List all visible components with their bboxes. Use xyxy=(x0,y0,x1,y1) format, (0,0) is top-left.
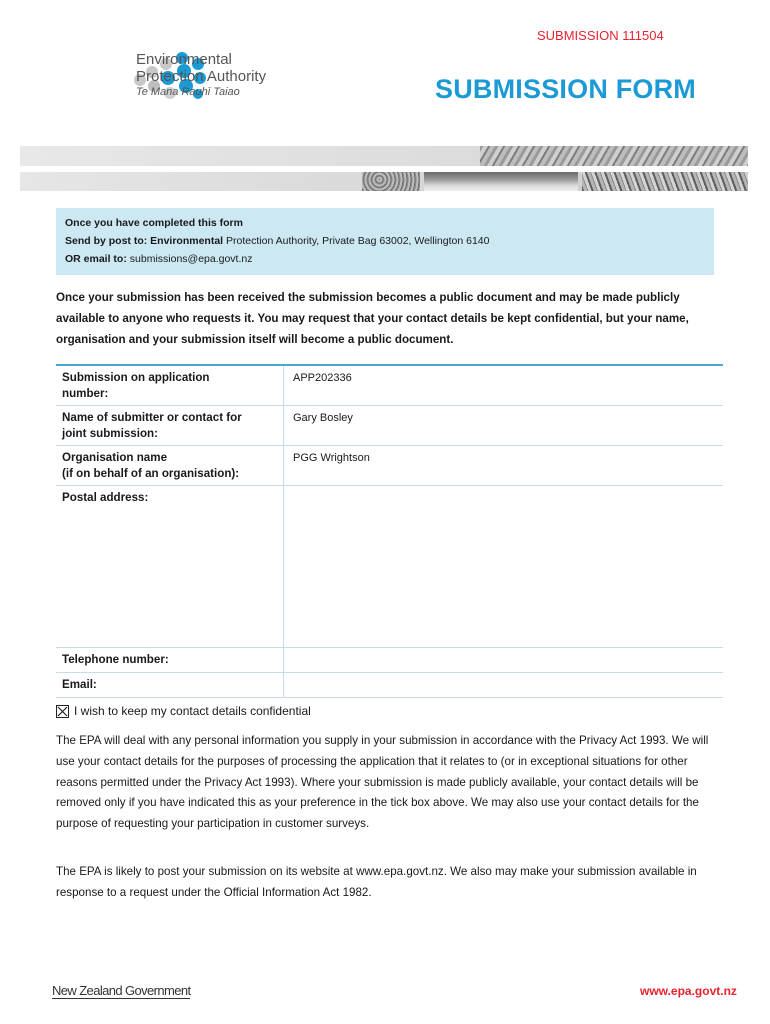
banner-photo-texture xyxy=(480,146,748,166)
submitter-name-field[interactable]: Gary Bosley xyxy=(284,406,724,446)
public-document-notice: Once your submission has been received the submission becomes a public document and may be made publicly available to anyone who requests it. You may request that your contact details be kept confidential, but your name, organisation and your submission itself will become a public document. xyxy=(56,291,689,346)
submission-instructions-box xyxy=(56,208,714,275)
table-row xyxy=(56,648,723,673)
application-number-label: Submission on application number: xyxy=(56,365,284,406)
checkbox-cross-icon xyxy=(57,706,68,717)
nz-government-logo: New Zealand Government xyxy=(52,983,191,998)
application-number-field[interactable]: APP202336 xyxy=(284,365,724,406)
email-instructions: OR email to: submissions@epa.govt.nz xyxy=(65,253,253,265)
logo-wordmark xyxy=(136,52,266,98)
logo-line-1: Environmental xyxy=(136,51,232,68)
post-instructions: Send by post to: Environmental Protection Authority, Private Bag 63002, Wellington 6140 xyxy=(65,235,490,247)
postal-address-field[interactable] xyxy=(284,486,724,648)
postal-address-label: Postal address: xyxy=(56,486,284,648)
telephone-label: Telephone number: xyxy=(56,648,284,673)
confidential-label: I wish to keep my contact details confidential xyxy=(74,704,311,718)
privacy-paragraph: The EPA will deal with any personal information you supply in your submission in accordance with the Privacy Act 1993. We will use your contact details for the purposes of processing the application that it relates to (or in exceptional situations for other reasons permitted under the Privacy Act 1993). Where your submission is made publicly available, your contact details will be removed only if you have indicated this as your preference in the tick box above. We may also use your contact details for the purpose of requesting your participation in customer surveys. xyxy=(56,734,709,831)
submitter-details-table xyxy=(56,364,723,698)
confidential-checkbox[interactable] xyxy=(56,705,69,718)
email-field[interactable] xyxy=(284,673,724,698)
submitter-name-label: Name of submitter or contact for joint submission: xyxy=(56,406,284,446)
form-title: SUBMISSION FORM xyxy=(435,74,697,104)
table-row xyxy=(56,486,723,648)
banner-photo-rock xyxy=(362,172,420,191)
organisation-field[interactable]: PGG Wrightson xyxy=(284,446,724,486)
table-row xyxy=(56,446,723,486)
table-row xyxy=(56,673,723,698)
nz-government-underline xyxy=(52,998,190,999)
website-paragraph: The EPA is likely to post your submission on its website at www.epa.govt.nz. We also may make your submission available in response to a request under the Official Information Act 1982. xyxy=(56,865,697,899)
logo-line-2: Protection Authority xyxy=(136,68,267,85)
confidential-option xyxy=(56,704,311,718)
table-row xyxy=(56,406,723,446)
organisation-label: Organisation name (if on behalf of an organisation): xyxy=(56,446,284,486)
submission-email-link[interactable]: submissions@epa.govt.nz xyxy=(129,253,253,265)
banner-photo-fern xyxy=(582,172,748,191)
banner-photo-sky xyxy=(424,172,578,191)
email-label: Email: xyxy=(56,673,284,698)
table-row xyxy=(56,365,723,406)
telephone-field[interactable] xyxy=(284,648,724,673)
epa-website-link[interactable]: www.epa.govt.nz xyxy=(640,984,737,998)
instructions-heading: Once you have completed this form xyxy=(65,217,243,229)
logo-line-3: Te Mana Rauhī Taiao xyxy=(136,86,240,98)
submission-id: SUBMISSION 111504 xyxy=(537,28,664,43)
